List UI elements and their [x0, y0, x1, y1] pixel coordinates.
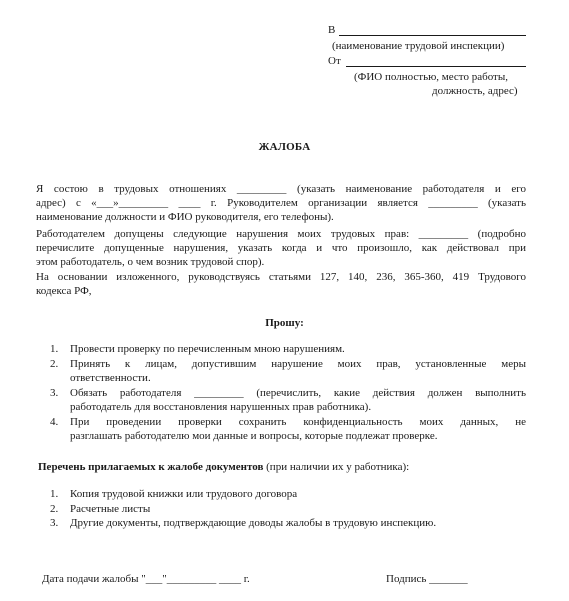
to-hint: (наименование трудовой инспекции) — [332, 40, 505, 52]
request-line: Обязать работодателя _________ (перечислить, какие действия должен выполнить — [70, 387, 526, 399]
document-number: 1. — [50, 488, 59, 500]
paragraph-line: На основании изложенного, руководствуясь статьями 127, 140, 236, 365-360, 419 Трудового — [36, 271, 526, 283]
request-line: Принять к лицам, допустившим нарушение моих прав, установленные меры — [70, 358, 526, 370]
request-line: работодатель для восстановления нарушенных прав работника). — [70, 401, 372, 413]
paragraph-line: Работодателем допущены следующие нарушения моих трудовых прав: _________ (подробно — [36, 228, 526, 240]
from-hint-line1: (ФИО полностью, место работы, — [354, 71, 508, 83]
request-item — [50, 342, 526, 356]
document-number: 2. — [50, 503, 59, 515]
document-text: Расчетные листы — [70, 503, 151, 515]
document-item — [50, 502, 526, 516]
request-item — [50, 357, 526, 385]
paragraph-line: кодекса РФ, — [36, 285, 92, 297]
request-number: 4. — [50, 416, 59, 428]
paragraph-line: адрес) с «___»_________ ____ г. Руководителем организации является _________ (указать — [36, 197, 526, 209]
request-line: разглашать работодателю мои данные и вопросы, которые подлежат проверке. — [70, 430, 438, 442]
document-number: 3. — [50, 517, 59, 529]
request-item — [50, 415, 526, 443]
paragraph-line: Я состою в трудовых отношениях _________ (указать наименование работодателя и его — [36, 183, 526, 195]
request-line: При проведении проверки сохранить конфиденциальность моих данных, не — [70, 416, 526, 428]
document-text: Другие документы, подтверждающие доводы жалобы в трудовую инспекцию. — [70, 517, 437, 529]
paragraph-legal-basis — [36, 270, 526, 298]
document-title: ЖАЛОБА — [258, 141, 311, 153]
paragraph-employment — [36, 182, 526, 224]
documents-heading-rest: (при наличии их у работника): — [263, 461, 410, 473]
request-number: 2. — [50, 358, 59, 370]
from-line — [346, 66, 526, 67]
paragraph-line: этом работодатель, о чем возник трудовой спор). — [36, 256, 265, 268]
documents-heading-bold: Перечень прилагаемых к жалобе документов — [38, 461, 264, 473]
from-prefix: От — [328, 55, 341, 67]
to-line — [339, 35, 526, 36]
document-item — [50, 487, 526, 501]
paragraph-violations — [36, 227, 526, 269]
signature-field: Подпись _______ — [386, 573, 468, 585]
document-item — [50, 516, 526, 530]
submission-date: Дата подачи жалобы "___"_________ ____ г. — [42, 573, 250, 585]
from-hint-line2: должность, адрес) — [432, 85, 518, 97]
to-prefix: В — [328, 24, 336, 36]
request-line: Провести проверку по перечисленным мною нарушениям. — [70, 343, 345, 355]
document-text: Копия трудовой книжки или трудового договора — [70, 488, 298, 500]
request-item — [50, 386, 526, 414]
request-number: 1. — [50, 343, 59, 355]
request-heading: Прошу: — [265, 317, 304, 329]
request-number: 3. — [50, 387, 59, 399]
paragraph-line: перечислите допущенные нарушения, указать когда и что произошло, как действовал при — [36, 242, 526, 254]
documents-heading — [38, 461, 409, 473]
paragraph-line: наименование должности и ФИО руководителя, его телефоны). — [36, 211, 334, 223]
request-line: ответственности. — [70, 372, 151, 384]
